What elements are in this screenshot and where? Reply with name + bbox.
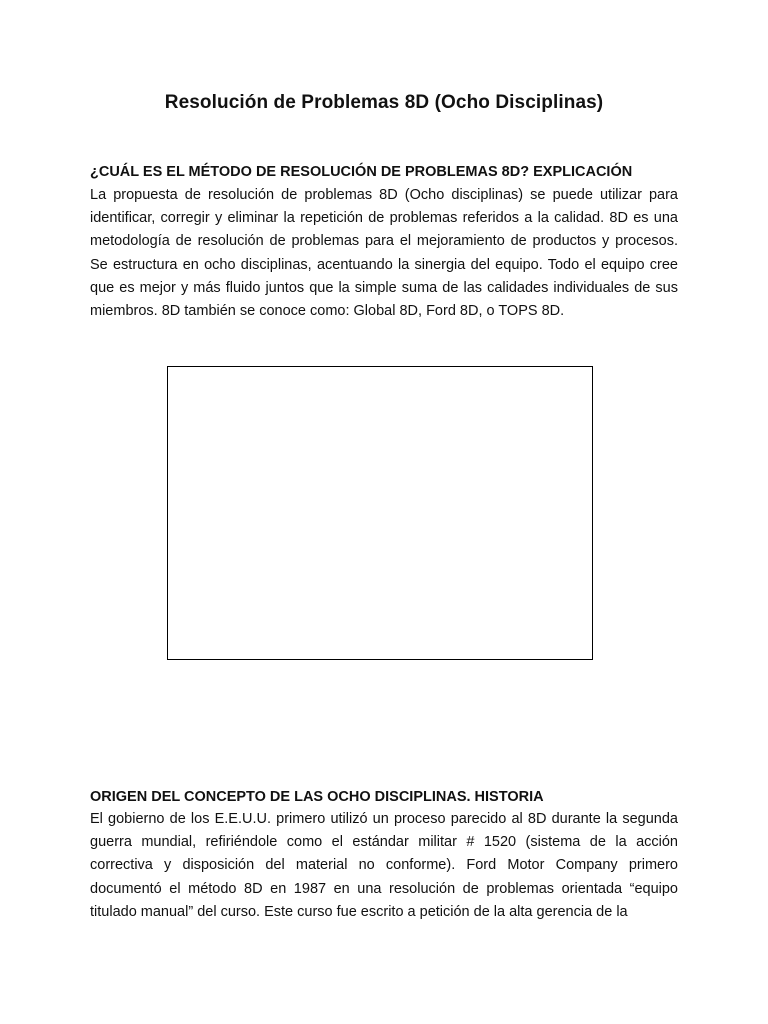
section-paragraph-method: La propuesta de resolución de problemas 8D (Ocho disciplinas) se puede utilizar para identificar, corregir y eliminar la repetición de problemas referidos a la calidad. 8D es una metodología de resolución de problemas para el mejoramiento de productos y procesos. Se estructura en ocho disciplinas, acentuando la sinergia del equipo. Todo el equipo cree que es mejor y más fluido juntos que la simple suma de las calidades individuales de sus miembros. 8D también se conoce como: Global 8D, Ford 8D, o TOPS 8D. (90, 187, 678, 320)
section-paragraph-history: El gobierno de los E.E.U.U. primero utilizó un proceso parecido al 8D durante la segunda guerra mundial, refiriéndole como el estándar militar # 1520 (sistema de la acción correctiva y disposición del material no conforme). Ford Motor Company primero documentó el método 8D en 1987 en una resolución de problemas orientada “equipo titulado manual” del curso. Este curso fue escrito a petición de la alta gerencia de la (90, 811, 678, 920)
section-heading-history: ORIGEN DEL CONCEPTO DE LAS OCHO DISCIPLINAS. HISTORIA (90, 789, 544, 805)
document-title: Resolución de Problemas 8D (Ocho Disciplinas) (164, 92, 604, 113)
embedded-figure-frame (167, 366, 593, 660)
section-heading-method: ¿CUÁL ES EL MÉTODO DE RESOLUCIÓN DE PROBLEMAS 8D? EXPLICACIÓN (90, 164, 633, 180)
